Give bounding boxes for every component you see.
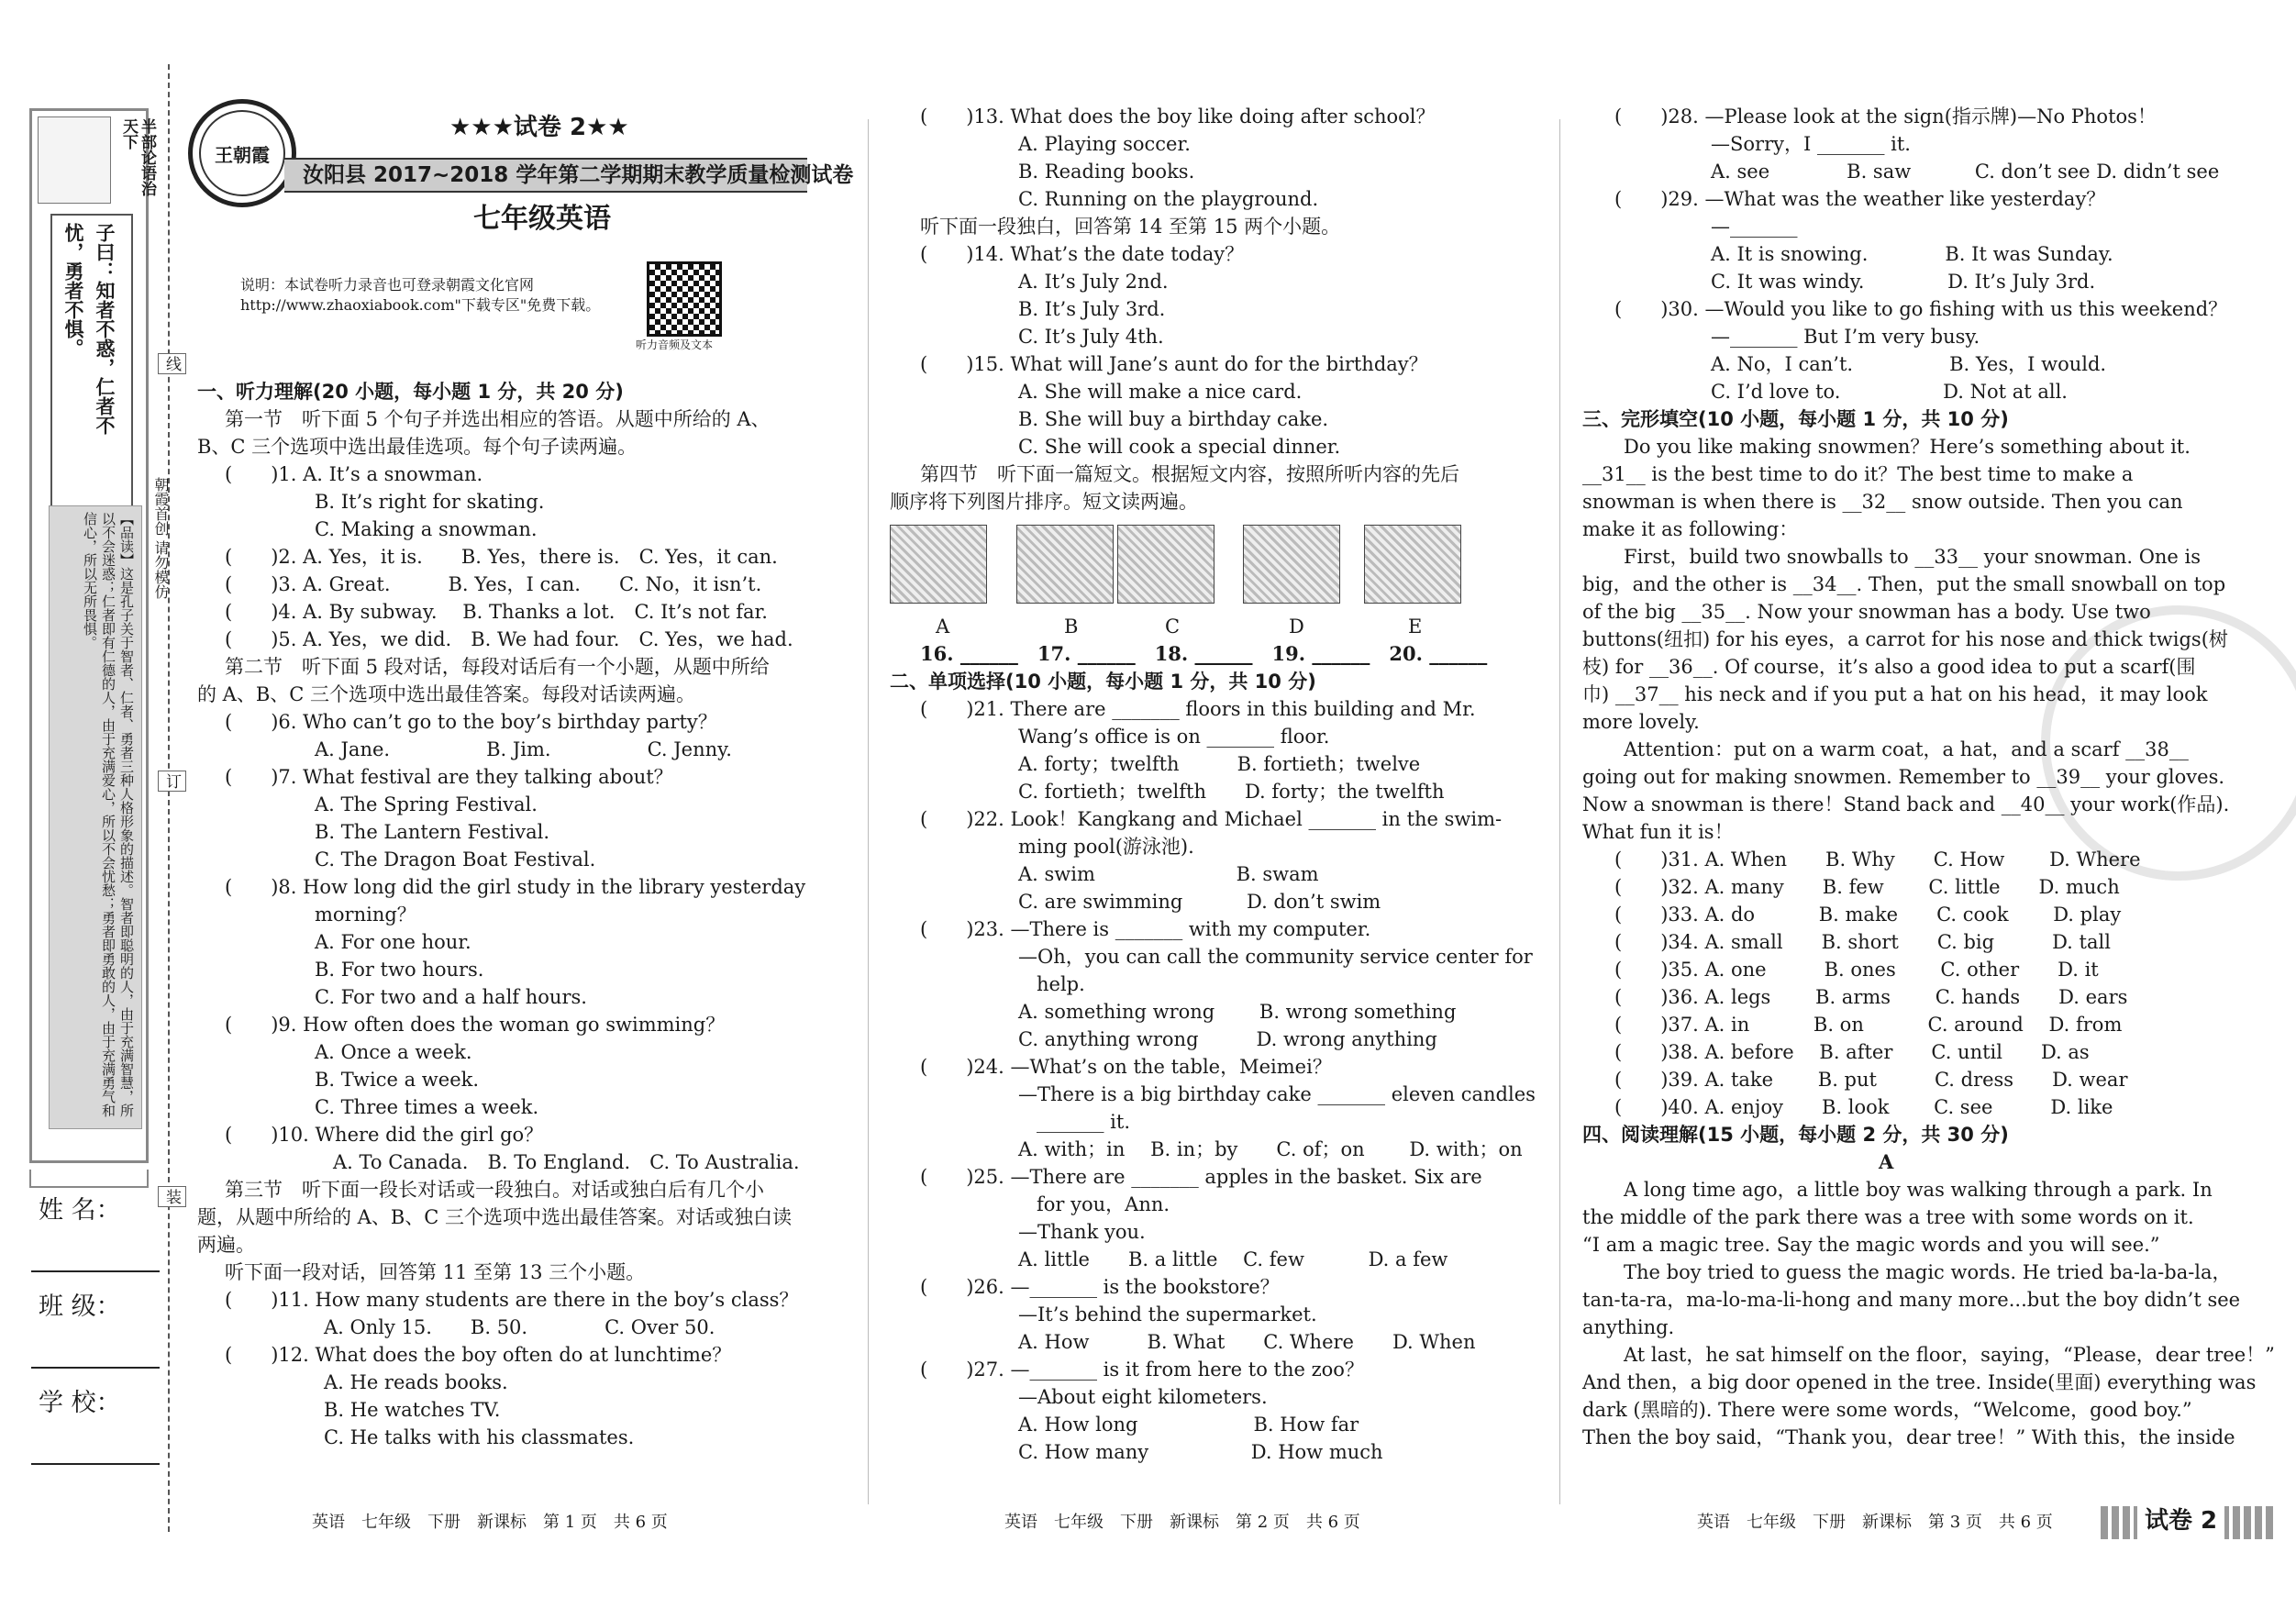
passage-line: anything. <box>1582 1316 1675 1338</box>
option-line: A. Only 15. B. 50. C. Over 50. <box>324 1316 715 1338</box>
instruction-line: B、C 三个选项中选出最佳选项。每个句子读两遍。 <box>197 436 638 458</box>
picture-label-e: E <box>1408 616 1423 638</box>
question-29: ( )29. —What was the weather like yesterday？ <box>1614 188 2106 210</box>
footer-page-3: 英语 七年级 下册 新课标 第 3 页 共 6 页 <box>1697 1513 2053 1532</box>
picture-e <box>1364 525 1461 604</box>
binding-dashed-line <box>168 64 170 1532</box>
option-line: A. It’s July 2nd. <box>1018 271 1169 293</box>
binding-mark-2: 订 <box>158 771 186 792</box>
passage-line: Then the boy said，“Thank you，dear tree！” With this，the inside <box>1582 1426 2235 1448</box>
question-15: ( )15. What will Jane’s aunt do for the birthday？ <box>920 353 1428 375</box>
publisher-logo <box>188 99 296 207</box>
passage-line: dark (黑暗的). There were some words，“Welcome，good boy.” <box>1582 1399 2192 1421</box>
instruction-line: 第三节 听下面一段长对话或一段独白。对话或独白后有几个小 <box>225 1179 764 1201</box>
instruction-line: 题，从题中所给的 A、B、C 三个选项中选出最佳答案。对话或独白读 <box>197 1206 793 1228</box>
question-24: ( )24. —What’s on the table，Meimei？ <box>920 1056 1332 1078</box>
cloze-line: buttons(纽扣) for his eyes，a carrot for his nose and thick twigs(树 <box>1582 628 2228 650</box>
option-line: C. fortieth；twelfth D. forty；the twelfth <box>1018 781 1445 803</box>
sidebar-portrait <box>38 116 111 204</box>
question-13: ( )13. What does the boy like doing after school？ <box>920 105 1436 128</box>
option-line: A. To Canada. B. To England. C. To Australia. <box>333 1151 800 1173</box>
footer-page-1: 英语 七年级 下册 新课标 第 1 页 共 6 页 <box>312 1513 668 1532</box>
option-line: A. How long B. How far <box>1018 1414 1359 1436</box>
section-heading-1: 一、听力理解(20 小题，每小题 1 分，共 20 分) <box>197 381 624 403</box>
option-line: C. It’s July 4th. <box>1018 326 1164 348</box>
binding-mark-1: 线 <box>158 353 186 374</box>
question-continuation: _______ it. <box>1037 1111 1131 1133</box>
picture-order-answers[interactable]: 16. ______ 17. ______ 18. ______ 19. ______ 20. ______ <box>920 642 1488 665</box>
option-line: C. For two and a half hours. <box>315 986 587 1008</box>
subject-title: 七年级英语 <box>473 203 611 235</box>
instruction-line: 听下面一段独白，回答第 14 至第 15 两个小题。 <box>920 216 1341 238</box>
option-line: A. see B. saw C. don’t see D. didn’t see <box>1711 161 2220 183</box>
question-1: ( )1. A. It’s a snowman. <box>225 463 483 485</box>
option-line: A. She will make a nice card. <box>1018 381 1303 403</box>
sidebar-bottom <box>29 1170 149 1188</box>
option-line: B. It’s right for skating. <box>315 491 545 513</box>
question-30: ( )30. —Would you like to go fishing with us this weekend？ <box>1614 298 2228 320</box>
column-divider-2 <box>1559 119 1560 1504</box>
picture-label-c: C <box>1165 616 1181 638</box>
option-line: A. The Spring Festival. <box>315 793 538 815</box>
question-12: ( )12. What does the boy often do at lunchtime？ <box>225 1344 732 1366</box>
picture-label-d: D <box>1289 616 1304 638</box>
instruction-line: 的 A、B、C 三个选项中选出最佳答案。每段对话读两遍。 <box>197 683 696 705</box>
question-37: ( )37. A. in B. on C. around D. from <box>1614 1014 2123 1036</box>
question-35: ( )35. A. one B. ones C. other D. it <box>1614 959 2099 981</box>
question-continuation: —Oh，you can call the community service center for <box>1018 946 1533 968</box>
school-label: 学 校： <box>39 1389 121 1417</box>
option-line: A. swim B. swam <box>1018 863 1319 885</box>
question-40: ( )40. A. enjoy B. look C. see D. like <box>1614 1096 2113 1118</box>
logo-text: 王朝霞 <box>199 110 285 196</box>
question-continuation: ming pool(游泳池). <box>1018 836 1194 858</box>
section-heading-4: 四、阅读理解(15 小题，每小题 2 分，共 30 分) <box>1582 1124 2009 1146</box>
section-heading-2: 二、单项选择(10 小题，每小题 1 分，共 10 分) <box>890 671 1316 693</box>
cloze-line: First，build two snowballs to __33__ your snowman. One is <box>1624 546 2202 568</box>
question-3: ( )3. A. Great. B. Yes，I can. C. No，it isn’t. <box>225 573 762 595</box>
instruction-line: 两遍。 <box>197 1234 255 1256</box>
sidebar-top-labels: 半部论语治天下 <box>119 118 156 196</box>
instruction-line: 第一节 听下面 5 个句子并选出相应的答语。从题中所给的 A、 <box>225 408 771 430</box>
question-continuation: help. <box>1037 973 1085 995</box>
option-line: C. He talks with his classmates. <box>324 1426 635 1448</box>
question-23: ( )23. —There is _______ with my computer. <box>920 918 1371 940</box>
question-28: ( )28. —Please look at the sign(指示牌)—No Photos！ <box>1614 105 2157 128</box>
option-line: A. Playing soccer. <box>1018 133 1191 155</box>
question-continuation: —_______ <box>1711 216 1798 238</box>
option-line: C. Running on the playground. <box>1018 188 1319 210</box>
option-line: A. No，I can’t. B. Yes，I would. <box>1711 353 2107 375</box>
cloze-line: going out for making snowmen. Remember to __39__ your gloves. <box>1582 766 2225 788</box>
question-continuation: —It’s behind the supermarket. <box>1018 1303 1317 1325</box>
question-9: ( )9. How often does the woman go swimming？ <box>225 1014 726 1036</box>
cloze-line: big，and the other is __34__. Then，put the small snowball on top <box>1582 573 2226 595</box>
question-continuation: —Sorry，I _______ it. <box>1711 133 1911 155</box>
passage-line: And then，a big door opened in the tree. Inside(里面) everything was <box>1582 1371 2257 1393</box>
question-10: ( )10. Where did the girl go？ <box>225 1124 544 1146</box>
passage-line: tan-ta-ra，ma-lo-ma-li-hong and many more...but the boy didn’t see <box>1582 1289 2241 1311</box>
picture-label-a: A <box>936 616 950 638</box>
question-continuation: —About eight kilometers. <box>1018 1386 1268 1408</box>
cloze-line: What fun it is！ <box>1582 821 1734 843</box>
question-39: ( )39. A. take B. put C. dress D. wear <box>1614 1069 2128 1091</box>
qr-code[interactable] <box>647 261 722 337</box>
cloze-line: of the big __35__. Now your snowman has a body. Use two <box>1582 601 2151 623</box>
question-continuation: for you，Ann. <box>1037 1193 1170 1215</box>
option-line: C. Three times a week. <box>315 1096 539 1118</box>
question-27: ( )27. —_______ is it from here to the zoo？ <box>920 1359 1364 1381</box>
option-line: C. It was windy. D. It’s July 3rd. <box>1711 271 2096 293</box>
question-34: ( )34. A. small B. short C. big D. tall <box>1614 931 2111 953</box>
question-7: ( )7. What festival are they talking about？ <box>225 766 673 788</box>
cloze-line: Now a snowman is there！Stand back and __40__ your work(作品). <box>1582 793 2230 815</box>
footer-page-2: 英语 七年级 下册 新课标 第 2 页 共 6 页 <box>1004 1513 1360 1532</box>
option-line: A. How B. What C. Where D. When <box>1018 1331 1476 1353</box>
passage-label: A <box>1879 1150 1894 1173</box>
option-line: A. something wrong B. wrong something <box>1018 1001 1457 1023</box>
picture-a <box>890 525 987 604</box>
option-line: B. Reading books. <box>1018 161 1195 183</box>
passage-line: A long time ago，a little boy was walking through a park. In <box>1624 1179 2213 1201</box>
question-11: ( )11. How many students are there in the boy’s class？ <box>225 1289 799 1311</box>
option-line: C. are swimming D. don’t swim <box>1018 891 1381 913</box>
question-21: ( )21. There are _______ floors in this building and Mr. <box>920 698 1476 720</box>
exam-number: ★★★试卷 2★★ <box>449 114 629 141</box>
question-continuation: Wang’s office is on _______ floor. <box>1018 726 1330 748</box>
option-line: B. She will buy a birthday cake. <box>1018 408 1329 430</box>
question-36: ( )36. A. legs B. arms C. hands D. ears <box>1614 986 2128 1008</box>
question-continuation: morning？ <box>315 904 416 926</box>
question-33: ( )33. A. do B. make C. cook D. play <box>1614 904 2122 926</box>
passage-line: the middle of the park there was a tree with some words on it. <box>1582 1206 2194 1228</box>
column-divider-1 <box>868 119 869 1504</box>
class-label: 班 级： <box>39 1292 121 1321</box>
sidebar-quote-2: 忧，勇者不惧。 <box>62 223 84 358</box>
question-5: ( )5. A. Yes，we did. B. We had four. C. Yes，we had. <box>225 628 793 650</box>
option-line: B. Twice a week. <box>315 1069 480 1091</box>
cloze-line: make it as following： <box>1582 518 1799 540</box>
question-8: ( )8. How long did the girl study in the library yesterday <box>225 876 806 898</box>
binding-mark-3: 装 <box>158 1186 186 1207</box>
question-continuation: —There is a big birthday cake _______ eleven candles <box>1018 1083 1536 1105</box>
footer-badge: 试卷 2 <box>2137 1503 2224 1539</box>
class-field[interactable] <box>31 1367 160 1369</box>
option-line: B. It’s July 3rd. <box>1018 298 1166 320</box>
section-heading-3: 三、完形填空(10 小题，每小题 1 分，共 10 分) <box>1582 408 2009 430</box>
option-line: C. The Dragon Boat Festival. <box>315 848 596 871</box>
option-line: C. Making a snowman. <box>315 518 538 540</box>
exam-title: 汝阳县 2017~2018 学年第二学期期末教学质量检测试卷 <box>303 163 854 187</box>
cloze-line: __31__ is the best time to do it？The best time to make a <box>1582 463 2134 485</box>
name-label: 姓 名： <box>39 1196 121 1225</box>
instruction-line: 第二节 听下面 5 段对话，每段对话后有一个小题，从题中所给 <box>225 656 770 678</box>
instruction-line: 第四节 听下面一篇短文。根据短文内容，按照所听内容的先后 <box>920 463 1459 485</box>
instruction-line: 顺序将下列图片排序。短文读两遍。 <box>890 491 1198 513</box>
sidebar-quote-1: 子曰：知者不惑，仁者不 <box>94 223 116 435</box>
header-note: 说明：本试卷听力录音也可登录朝霞文化官网http://www.zhaoxiabook.com"下载专区"免费下载。 <box>240 276 601 314</box>
option-line: A. For one hour. <box>315 931 471 953</box>
sidebar-panel <box>29 108 156 1163</box>
question-32: ( )32. A. many B. few C. little D. much <box>1614 876 2120 898</box>
option-line: C. How many D. How much <box>1018 1441 1383 1463</box>
question-4: ( )4. A. By subway. B. Thanks a lot. C. It’s not far. <box>225 601 768 623</box>
picture-label-b: B <box>1064 616 1079 638</box>
question-continuation: —_______ But I’m very busy. <box>1711 326 1980 348</box>
school-field[interactable] <box>31 1463 160 1465</box>
cloze-line: snowman is when there is __32__ snow outside. Then you can <box>1582 491 2183 513</box>
option-line: A. He reads books. <box>324 1371 508 1393</box>
option-line: C. I’d love to. D. Not at all. <box>1711 381 2068 403</box>
picture-b <box>1016 525 1114 604</box>
option-line: C. She will cook a special dinner. <box>1018 436 1341 458</box>
cloze-line: Do you like making snowmen？Here’s something about it. <box>1624 436 2191 458</box>
passage-line: The boy tried to guess the magic words. He tried ba-la-ba-la， <box>1624 1261 2232 1283</box>
option-line: B. He watches TV. <box>324 1399 501 1421</box>
question-26: ( )26. —_______ is the bookstore？ <box>920 1276 1280 1298</box>
question-2: ( )2. A. Yes，it is. B. Yes，there is. C. Yes，it can. <box>225 546 778 568</box>
option-line: A. forty；twelfth B. fortieth；twelve <box>1018 753 1421 775</box>
option-line: B. The Lantern Festival. <box>315 821 550 843</box>
cloze-line: 巾) __37__ his neck and if you put a hat on his head，it may look <box>1582 683 2208 705</box>
sidebar-pindu: 【品读】这是孔子关于智者、仁者、勇者三种人格形象的描述。智者即聪明的人，由于充满智慧，所以不会迷惑；仁者即有仁德的人，由于充满爱心，所以不会忧愁；勇者即勇敢的人，由于充满勇气和信心，所以无所畏惧。 <box>49 505 142 1129</box>
cloze-line: Attention：put on a warm coat，a hat，and a scarf __38__ <box>1624 738 2189 760</box>
question-22: ( )22. Look！Kangkang and Michael _______ in the swim- <box>920 808 1503 830</box>
passage-line: “I am a magic tree. Say the magic words and you will see.” <box>1582 1234 2160 1256</box>
name-field[interactable] <box>31 1270 160 1272</box>
cloze-line: more lovely. <box>1582 711 1700 733</box>
question-continuation: —Thank you. <box>1018 1221 1146 1243</box>
question-6: ( )6. Who can’t go to the boy’s birthday party？ <box>225 711 717 733</box>
question-14: ( )14. What’s the date today？ <box>920 243 1245 265</box>
option-line: A. little B. a little C. few D. a few <box>1018 1248 1448 1270</box>
option-line: A. Once a week. <box>315 1041 472 1063</box>
question-25: ( )25. —There are _______ apples in the basket. Six are <box>920 1166 1482 1188</box>
qr-caption: 听力音频及文本 <box>636 338 714 351</box>
option-line: A. Jane. B. Jim. C. Jenny. <box>315 738 732 760</box>
question-38: ( )38. A. before B. after C. until D. as <box>1614 1041 2090 1063</box>
cloze-line: 枝) for __36__. Of course，it’s also a good idea to put a scarf(围 <box>1582 656 2196 678</box>
passage-line: At last，he sat himself on the floor，saying，“Please，dear tree！” <box>1624 1344 2275 1366</box>
option-line: A. It is snowing. B. It was Sunday. <box>1711 243 2113 265</box>
picture-d <box>1243 525 1340 604</box>
question-31: ( )31. A. When B. Why C. How D. Where <box>1614 848 2141 871</box>
option-line: A. with；in B. in；by C. of；on D. with；on <box>1018 1138 1523 1160</box>
picture-c <box>1117 525 1215 604</box>
instruction-line: 听下面一段对话，回答第 11 至第 13 三个小题。 <box>225 1261 646 1283</box>
option-line: B. For two hours. <box>315 959 484 981</box>
binding-note: 朝霞首创 请勿模仿 <box>152 477 170 600</box>
option-line: C. anything wrong D. wrong anything <box>1018 1028 1437 1050</box>
